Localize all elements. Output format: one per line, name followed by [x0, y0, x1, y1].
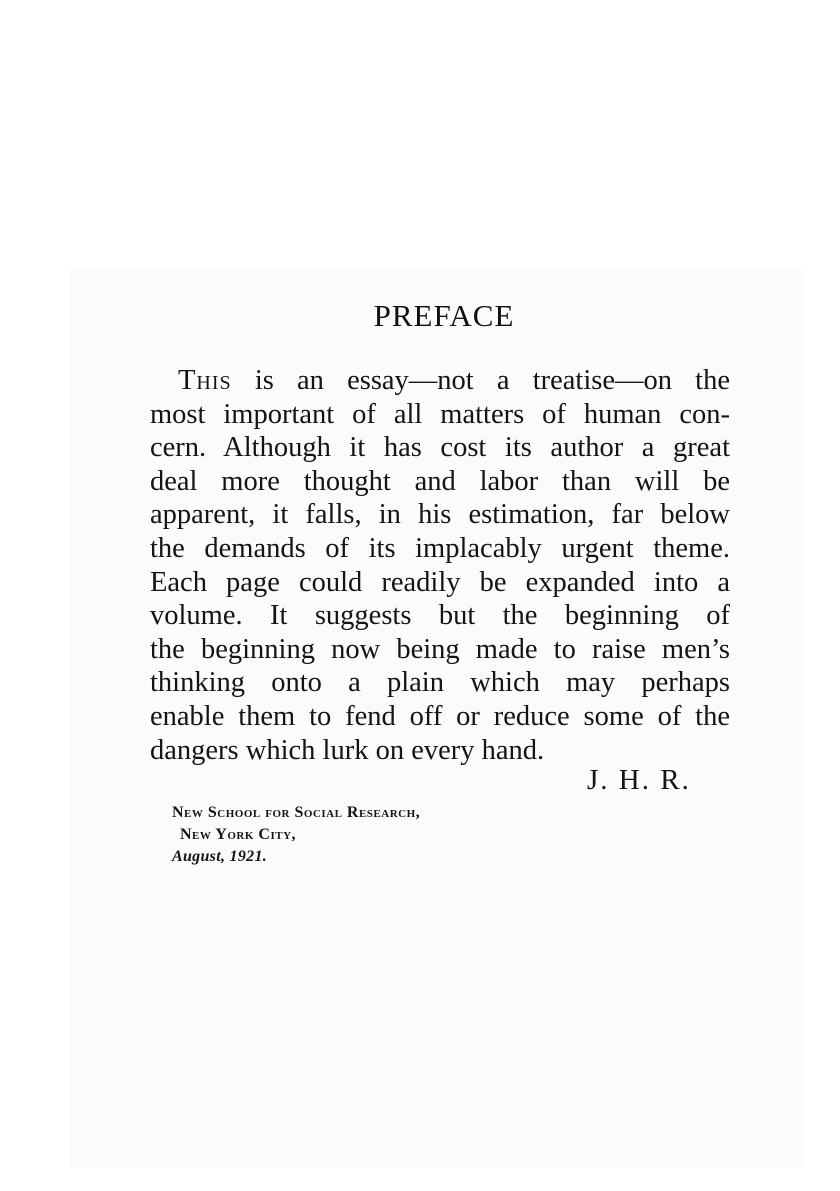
- body-line-8: volume. It suggests but the beginning of: [150, 600, 730, 632]
- address-date: August, 1921.: [172, 848, 268, 865]
- body-line-10: thinking onto a plain which may perhaps: [150, 667, 730, 699]
- body-line-1: [150, 364, 730, 398]
- body-line-11: enable them to fend off or reduce some of the: [150, 700, 730, 732]
- body-line-12: dangers which lurk on every hand.: [150, 734, 545, 766]
- opening-word: This: [178, 365, 232, 396]
- preface-title: PREFACE: [373, 298, 515, 333]
- body-line-4: deal more thought and labor than will be: [150, 465, 730, 497]
- body-line-7: Each page could readily be expanded into a: [150, 566, 730, 598]
- body-line-9: the beginning now being made to raise men’s: [150, 633, 730, 665]
- body-line-5: apparent, it falls, in his estimation, far below: [150, 499, 730, 531]
- body-line-3: cern. Although it has cost its author a great: [150, 432, 730, 464]
- body-line-6: the demands of its implacably urgent theme.: [150, 532, 730, 564]
- address-institution: New School for Social Research,: [172, 804, 421, 821]
- body-line-1-text: is an essay—not a treatise—on the: [231, 365, 730, 396]
- author-address: [172, 802, 420, 868]
- preface-body: [150, 364, 730, 767]
- address-city: New York City,: [180, 826, 297, 843]
- body-line-2: most important of all matters of human con-: [150, 398, 730, 430]
- author-signature: J. H. R.: [587, 764, 691, 796]
